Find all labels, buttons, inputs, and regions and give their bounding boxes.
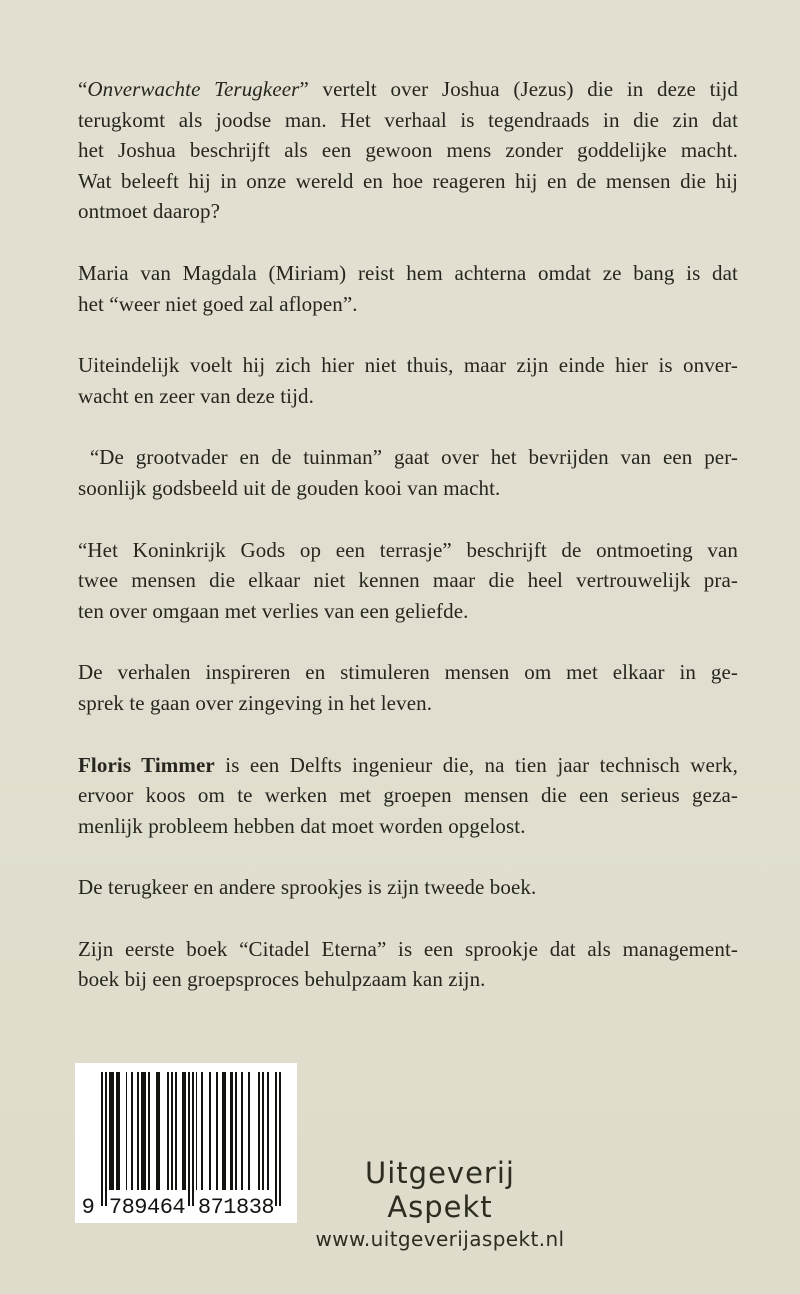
- paragraph: [78, 258, 738, 319]
- barcode-panel: [75, 1063, 297, 1223]
- text-line: [78, 811, 738, 842]
- paragraph: [78, 750, 738, 842]
- plain-text: soonlijk godsbeeld uit de gouden kooi van macht.: [78, 475, 501, 500]
- barcode-bar: [279, 1072, 281, 1206]
- text-line: [78, 350, 738, 381]
- text-line: [78, 535, 738, 566]
- plain-text: Maria van Magdala (Miriam) reist hem achterna omdat ze bang is dat: [78, 260, 738, 285]
- text-line: [78, 196, 738, 227]
- plain-text: Zijn eerste boek “Citadel Eterna” is een sprookje dat als management-: [78, 936, 738, 961]
- plain-text: ervoor koos om te werken met groepen mensen die een serieus geza-: [78, 783, 738, 808]
- text-line: [78, 105, 738, 136]
- plain-text: Wat beleeft hij in onze wereld en hoe reageren hij en de mensen die hij: [78, 168, 738, 193]
- bold-text: Floris Timmer: [78, 752, 215, 777]
- plain-text: het Joshua beschrijft als een gewoon mens zonder goddelijke macht.: [78, 138, 738, 163]
- plain-text: “De grootvader en de tuinman” gaat over het bevrijden van een per-: [78, 445, 738, 470]
- paragraph: [78, 872, 738, 903]
- text-line: [78, 780, 738, 811]
- back-cover-text: [78, 74, 738, 1026]
- text-line: [78, 289, 738, 320]
- plain-text: ” vertelt over Joshua (Jezus) die in deze tijd: [299, 77, 738, 101]
- text-line: [78, 688, 738, 719]
- barcode-bars: [101, 1072, 281, 1206]
- text-line: [78, 657, 738, 688]
- text-line: [78, 596, 738, 627]
- paragraph: [78, 442, 738, 503]
- plain-text: “: [78, 77, 88, 101]
- text-line: [78, 166, 738, 197]
- plain-text: het “weer niet goed zal aflopen”.: [78, 291, 358, 316]
- text-line: [78, 135, 738, 166]
- paragraph: [78, 74, 738, 227]
- plain-text: boek bij een groepsproces behulpzaam kan zijn.: [78, 967, 486, 992]
- text-line: [78, 565, 738, 596]
- text-line: [78, 381, 738, 412]
- publisher-website: www.uitgeverijaspekt.nl: [315, 1227, 565, 1251]
- text-line: [78, 473, 738, 504]
- barcode-digits-right: 871838: [197, 1195, 275, 1220]
- text-line: [78, 74, 738, 105]
- plain-text: sprek te gaan over zingeving in het leven.: [78, 690, 433, 715]
- plain-text: De terugkeer en andere sprookjes is zijn tweede boek.: [78, 875, 537, 900]
- publisher-block: [315, 1156, 565, 1251]
- text-line: [78, 750, 738, 781]
- plain-text: terugkomt als joodse man. Het verhaal is tegendraads in die zin dat: [78, 107, 738, 132]
- plain-text: De verhalen inspireren en stimuleren mensen om met elkaar in ge-: [78, 660, 738, 685]
- plain-text: is een Delfts ingenieur die, na tien jaar technisch werk,: [214, 752, 738, 777]
- italic-text: Onverwachte Terugkeer: [87, 77, 300, 101]
- paragraph: [78, 535, 738, 627]
- plain-text: ontmoet daarop?: [78, 199, 221, 224]
- plain-text: Uiteindelijk voelt hij zich hier niet thuis, maar zijn einde hier is onver-: [78, 353, 738, 378]
- text-line: [78, 258, 738, 289]
- plain-text: wacht en zeer van deze tijd.: [78, 383, 315, 408]
- paragraph: [78, 350, 738, 411]
- publisher-logo-text: Uitgeverij Aspekt: [365, 1156, 515, 1224]
- barcode-digit-first: 9: [81, 1195, 95, 1220]
- barcode-digits-left: 789464: [108, 1195, 186, 1220]
- text-line: [78, 934, 738, 965]
- plain-text: “Het Koninkrijk Gods op een terrasje” beschrijft de ontmoeting van: [78, 537, 738, 562]
- plain-text: ten over omgaan met verlies van een geliefde.: [78, 598, 469, 623]
- text-line: [78, 442, 738, 473]
- paragraph: [78, 934, 738, 995]
- text-line: [78, 964, 738, 995]
- plain-text: menlijk probleem hebben dat moet worden opgelost.: [78, 813, 526, 838]
- paragraph: [78, 657, 738, 718]
- plain-text: twee mensen die elkaar niet kennen maar die heel vertrouwelijk pra-: [78, 568, 738, 593]
- text-line: [78, 872, 738, 903]
